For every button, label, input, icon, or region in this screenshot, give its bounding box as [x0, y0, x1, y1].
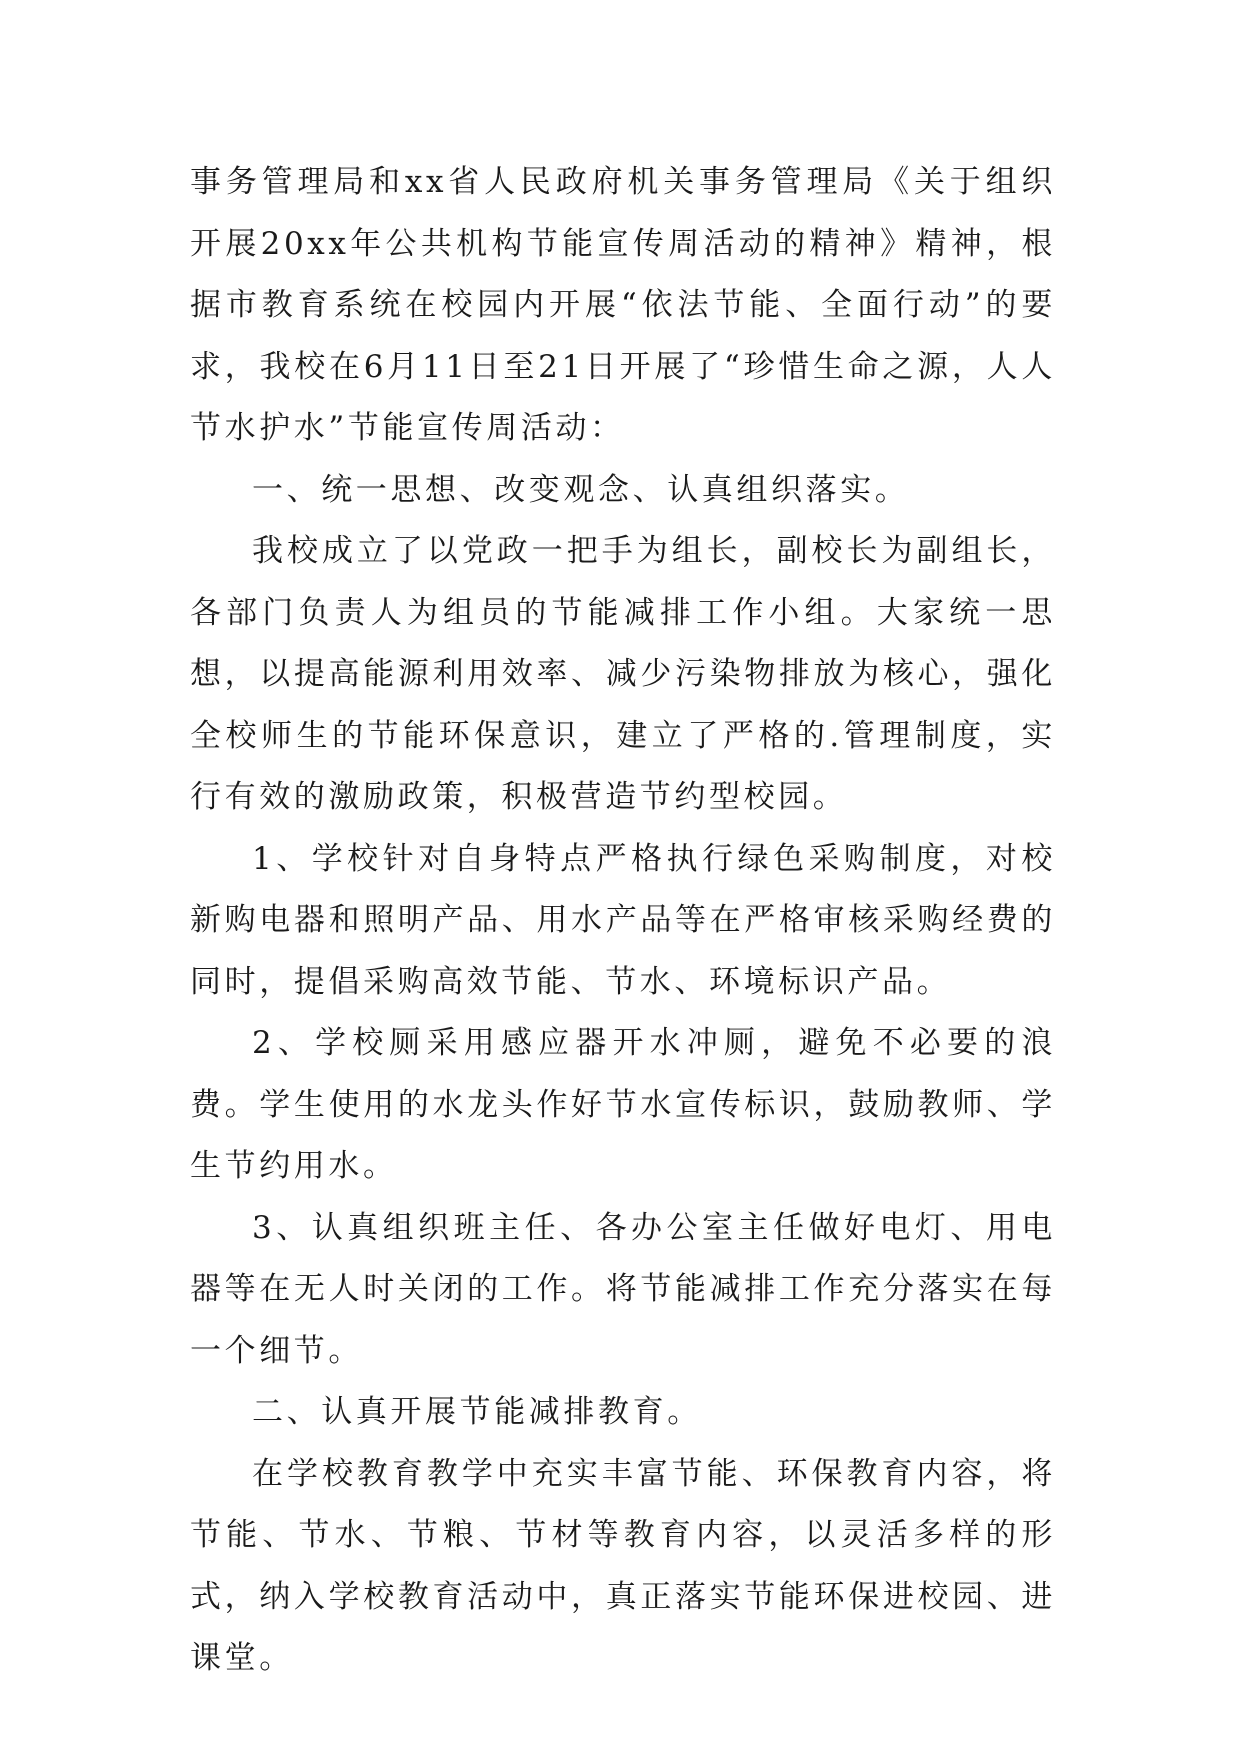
section-heading-two: 二、认真开展节能减排教育。 [252, 1394, 702, 1430]
paragraph-working-group: 我校成立了以党政一把手为组长，副校长为副组长，各部门负责人为组员的节能减排工作小组。大家统一思想，以提高能源利用效率、减少污染物排放为核心，强化全校师生的节能环保意识，建立了严格的.管理制度，实行有效的激励政策，积极营造节约型校园。 [190, 533, 1056, 815]
section-heading-one: 一、统一思想、改变观念、认真组织落实。 [252, 471, 910, 508]
list-item-power-off: 3、认真组织班主任、各办公室主任做好电灯、用电器等在无人时关闭的工作。将节能减排工作充分落实在每一个细节。 [190, 1209, 1056, 1369]
paragraph-intro-continued: 事务管理局和xx省人民政府机关事务管理局《关于组织开展20xx年公共机构节能宣传周活动的精神》精神，根据市教育系统在校园内开展“依法节能、全面行动”的要求，我校在6月11日至21日开展了“珍惜生命之源，人人节水护水”节能宣传周活动： [190, 164, 1056, 446]
document-body [190, 152, 1056, 1690]
list-item-green-procurement: 1、学校针对自身特点严格执行绿色采购制度，对校新购电器和照明产品、用水产品等在严格审核采购经费的同时，提倡采购高效节能、节水、环境标识产品。 [190, 840, 1056, 1000]
list-item-water-saving: 2、学校厕采用感应器开水冲厕，避免不必要的浪费。学生使用的水龙头作好节水宣传标识，鼓励教师、学生节约用水。 [190, 1025, 1056, 1184]
paragraph-education: 在学校教育教学中充实丰富节能、环保教育内容，将节能、节水、节粮、节材等教育内容，以灵活多样的形式，纳入学校教育活动中，真正落实节能环保进校园、进课堂。 [190, 1455, 1056, 1676]
